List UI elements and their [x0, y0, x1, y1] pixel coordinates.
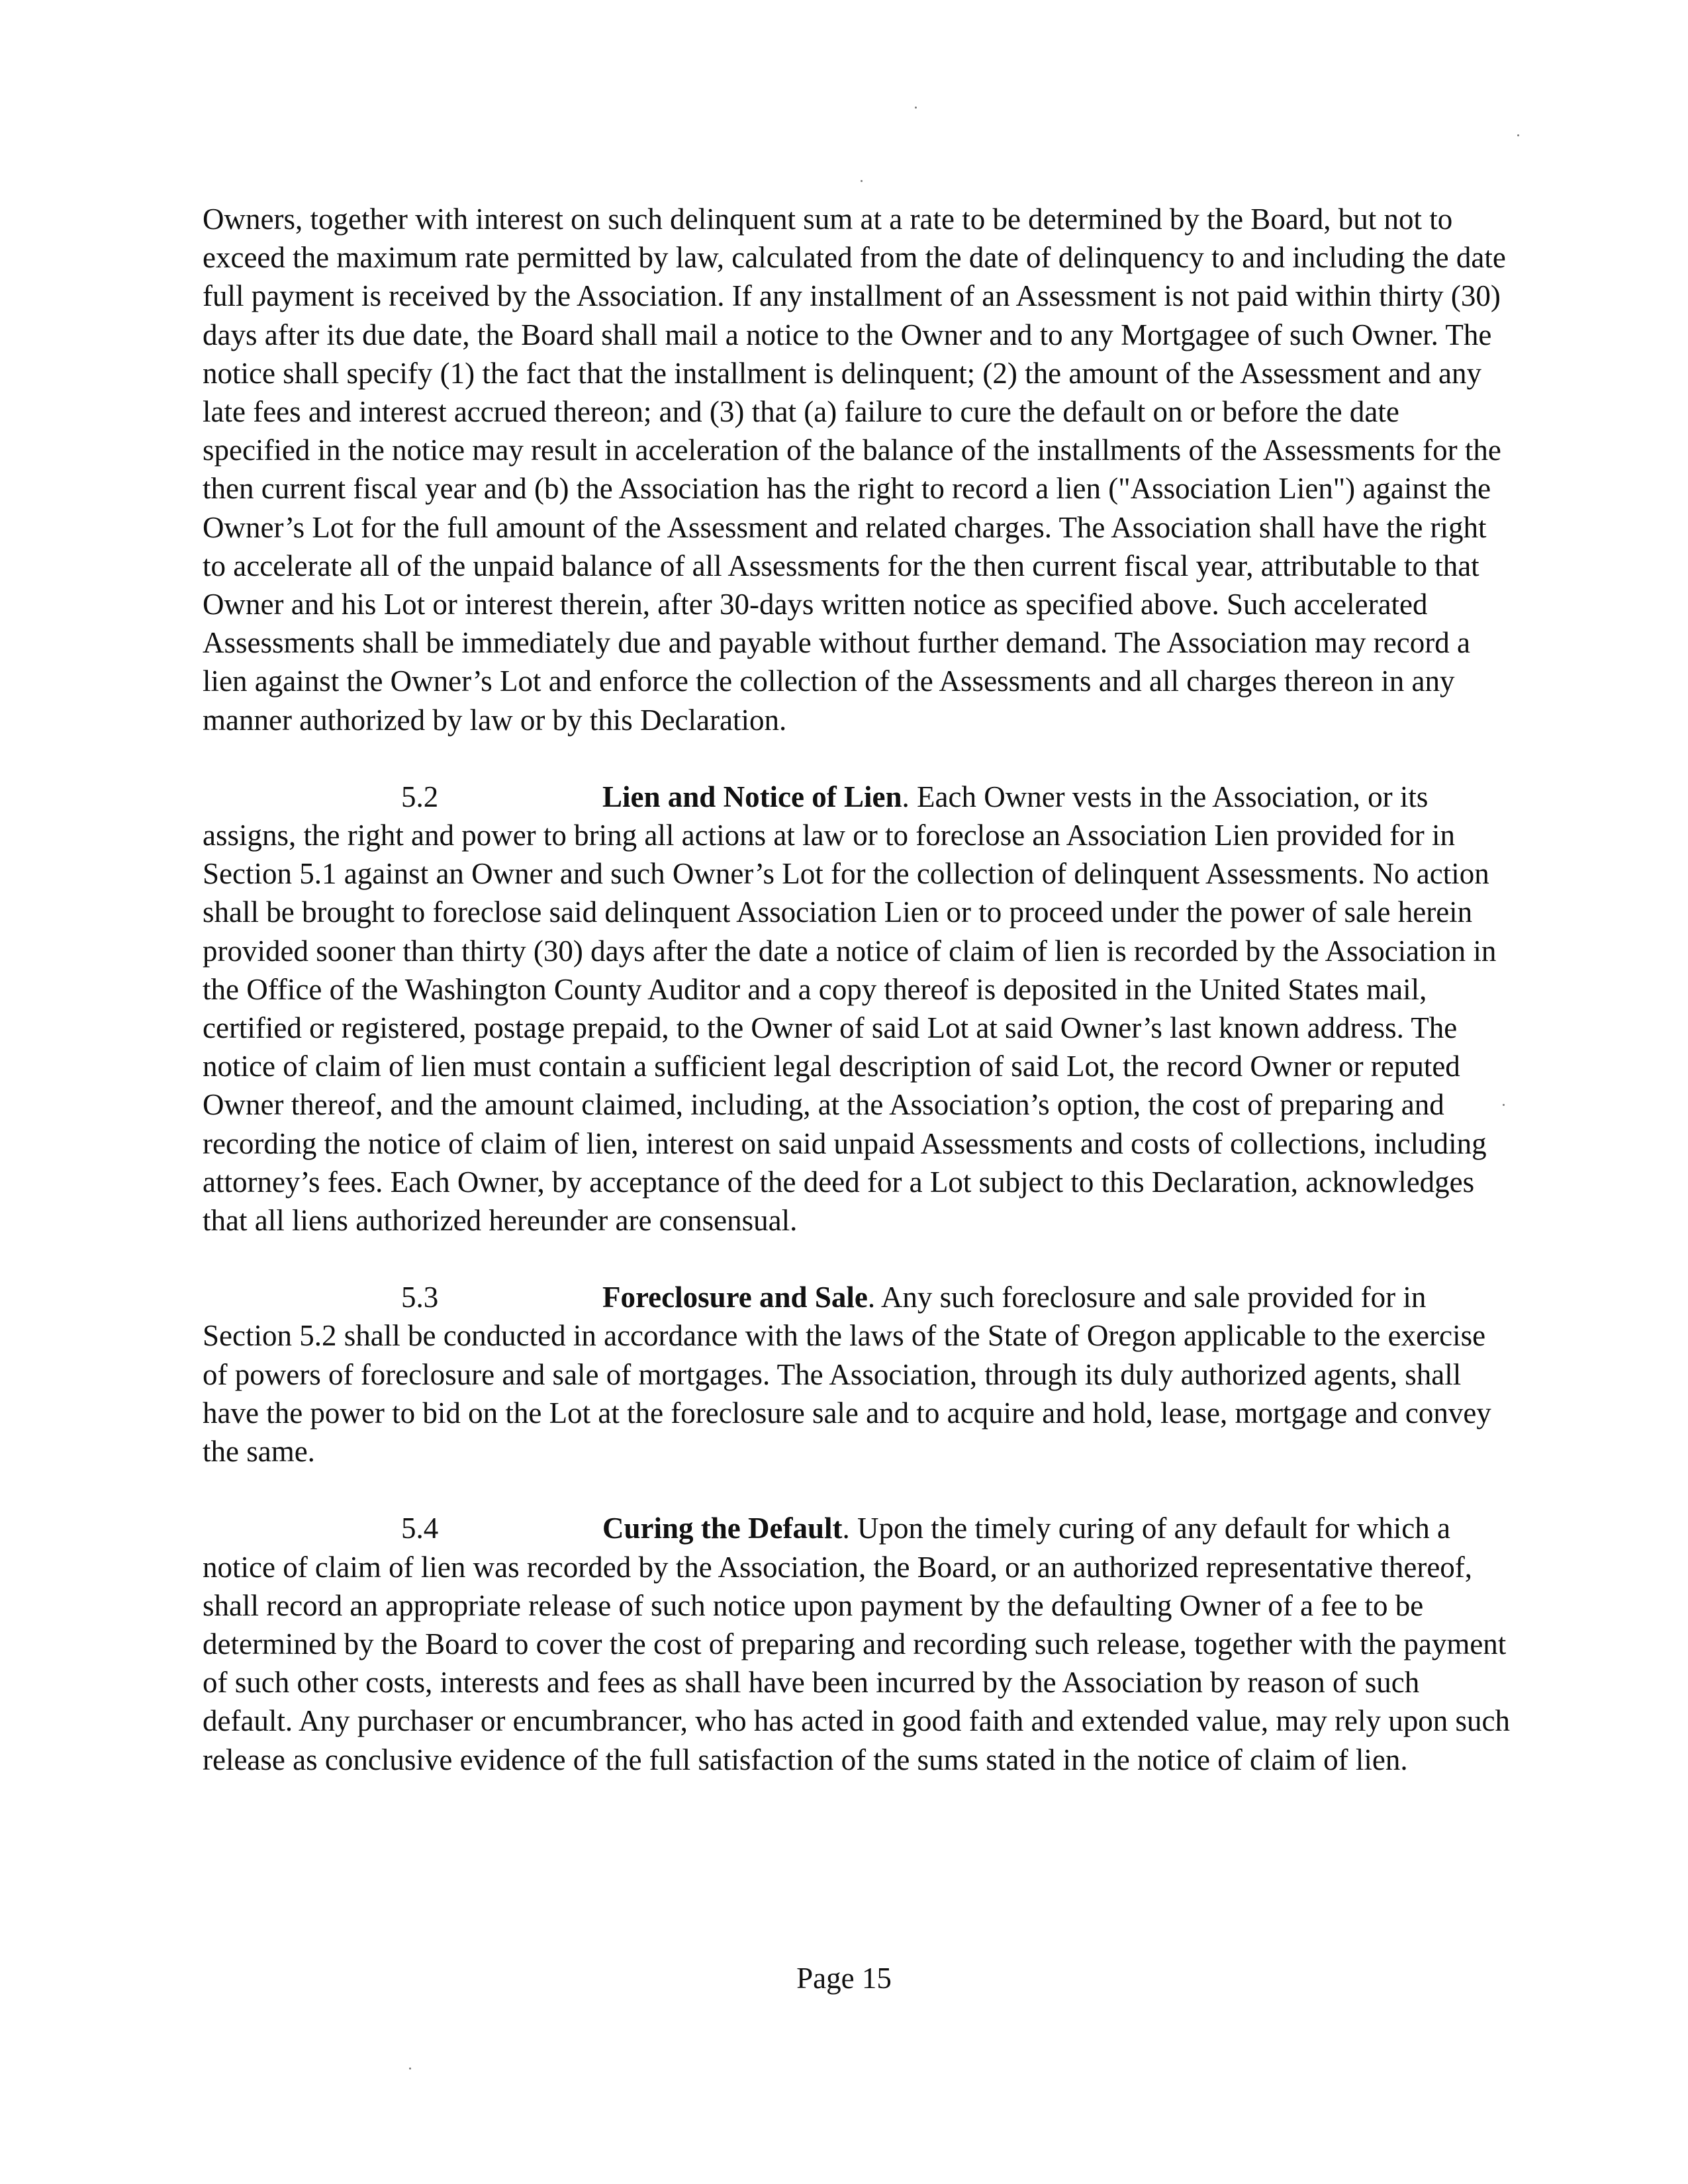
document-body	[203, 200, 1513, 1817]
section-title: Lien and Notice of Lien	[602, 780, 902, 813]
scan-speck	[409, 2068, 411, 2070]
section-5-4: 5.4 Curing the Default. Upon the timely curing of any default for which a notice of claim of lien was recorded by the Association, the Board, or an authorized representative thereof, shall record an appropriate release of such notice upon payment by the defaulting Owner of a fee to be determined by the Board to cover the cost of preparing and recording such release, together with the payment of such other costs, interests and fees as shall have been incurred by the Association by reason of such default. Any purchaser or encumbrancer, who has acted in good faith and extended value, may rely upon such release as conclusive evidence of the full satisfaction of the sums stated in the notice of claim of lien.	[203, 1509, 1513, 1778]
section-text: Upon the timely curing of any default for which a notice of claim of lien was recorded by the Association, the Board, or an authorized representative thereof, shall record an appropriate release of such notice upon payment by the defaulting Owner of a fee to be determined by the Board to cover the cost of preparing and recording such release, together with the payment of such other costs, interests and fees as shall have been incurred by the Association by reason of such default. Any purchaser or encumbrancer, who has acted in good faith and extended value, may rely upon such release as conclusive evidence of the full satisfaction of the sums stated in the notice of claim of lien.	[203, 1512, 1511, 1776]
section-title: Foreclosure and Sale	[602, 1281, 868, 1314]
scan-speck	[915, 107, 917, 109]
section-5-3: 5.3 Foreclosure and Sale. Any such foreclosure and sale provided for in Section 5.2 shall be conducted in accordance with the laws of the State of Oregon applicable to the exercise of powers of foreclosure and sale of mortgages. The Association, through its duly authorized agents, shall have the power to bid on the Lot at the foreclosure sale and to acquire and hold, lease, mortgage and convey the same.	[203, 1278, 1513, 1471]
section-number: 5.2	[401, 780, 439, 813]
intro-paragraph: Owners, together with interest on such delinquent sum at a rate to be determined by the Board, but not to exceed the maximum rate permitted by law, calculated from the date of delinquency to and including the date full payment is received by the Association. If any installment of an Assessment is not paid within thirty (30) days after its due date, the Board shall mail a notice to the Owner and to any Mortgagee of such Owner. The notice shall specify (1) the fact that the installment is delinquent; (2) the amount of the Assessment and any late fees and interest accrued thereon; and (3) that (a) failure to cure the default on or before the date specified in the notice may result in acceleration of the balance of the installments of the Assessments for the then current fiscal year and (b) the Association has the right to record a lien ("Association Lien") against the Owner’s Lot for the full amount of the Assessment and related charges. The Association shall have the right to accelerate all of the unpaid balance of all Assessments for the then current fiscal year, attributable to that Owner and his Lot or interest therein, after 30-days written notice as specified above. Such accelerated Assessments shall be immediately due and payable without further demand. The Association may record a lien against the Owner’s Lot and enforce the collection of the Assessments and all charges thereon in any manner authorized by law or by this Declaration.	[203, 203, 1506, 737]
scan-speck	[1517, 134, 1519, 136]
page-number: Page 15	[796, 1962, 892, 1995]
section-text: Any such foreclosure and sale provided for in Section 5.2 shall be conducted in accordance with the laws of the State of Oregon applicable to the exercise of powers of foreclosure and sale of mortgages. The Association, through its duly authorized agents, shall have the power to bid on the Lot at the foreclosure sale and to acquire and hold, lease, mortgage and convey the same.	[203, 1281, 1491, 1469]
scan-speck	[861, 180, 863, 182]
section-number: 5.3	[401, 1281, 439, 1314]
section-title: Curing the Default	[602, 1512, 843, 1545]
section-5-2: 5.2 Lien and Notice of Lien. Each Owner vests in the Association, or its assigns, the right and power to bring all actions at law or to foreclose an Association Lien provided for in Section 5.1 against an Owner and such Owner’s Lot for the collection of delinquent Assessments. No action shall be brought to foreclose said delinquent Association Lien or to proceed under the power of sale herein provided sooner than thirty (30) days after the date a notice of claim of lien is recorded by the Association in the Office of the Washington County Auditor and a copy thereof is deposited in the United States mail, certified or registered, postage prepaid, to the Owner of said Lot at said Owner’s last known address. The notice of claim of lien must contain a sufficient legal description of said Lot, the record Owner or reputed Owner thereof, and the amount claimed, including, at the Association’s option, the cost of preparing and recording the notice of claim of lien, interest on said unpaid Assessments and costs of collections, including attorney’s fees. Each Owner, by acceptance of the deed for a Lot subject to this Declaration, acknowledges that all liens authorized hereunder are consensual.	[203, 778, 1513, 1240]
section-text: Each Owner vests in the Association, or its assigns, the right and power to bring all actions at law or to foreclose an Association Lien provided for in Section 5.1 against an Owner and such Owner’s Lot for the collection of delinquent Assessments. No action shall be brought to foreclose said delinquent Association Lien or to proceed under the power of sale herein provided sooner than thirty (30) days after the date a notice of claim of lien is recorded by the Association in the Office of the Washington County Auditor and a copy thereof is deposited in the United States mail, certified or registered, postage prepaid, to the Owner of said Lot at said Owner’s last known address. The notice of claim of lien must contain a sufficient legal description of said Lot, the record Owner or reputed Owner thereof, and the amount claimed, including, at the Association’s option, the cost of preparing and recording the notice of claim of lien, interest on said unpaid Assessments and costs of collections, including attorney’s fees. Each Owner, by acceptance of the deed for a Lot subject to this Declaration, acknowledges that all liens authorized hereunder are consensual.	[203, 780, 1497, 1238]
section-number: 5.4	[401, 1512, 439, 1545]
